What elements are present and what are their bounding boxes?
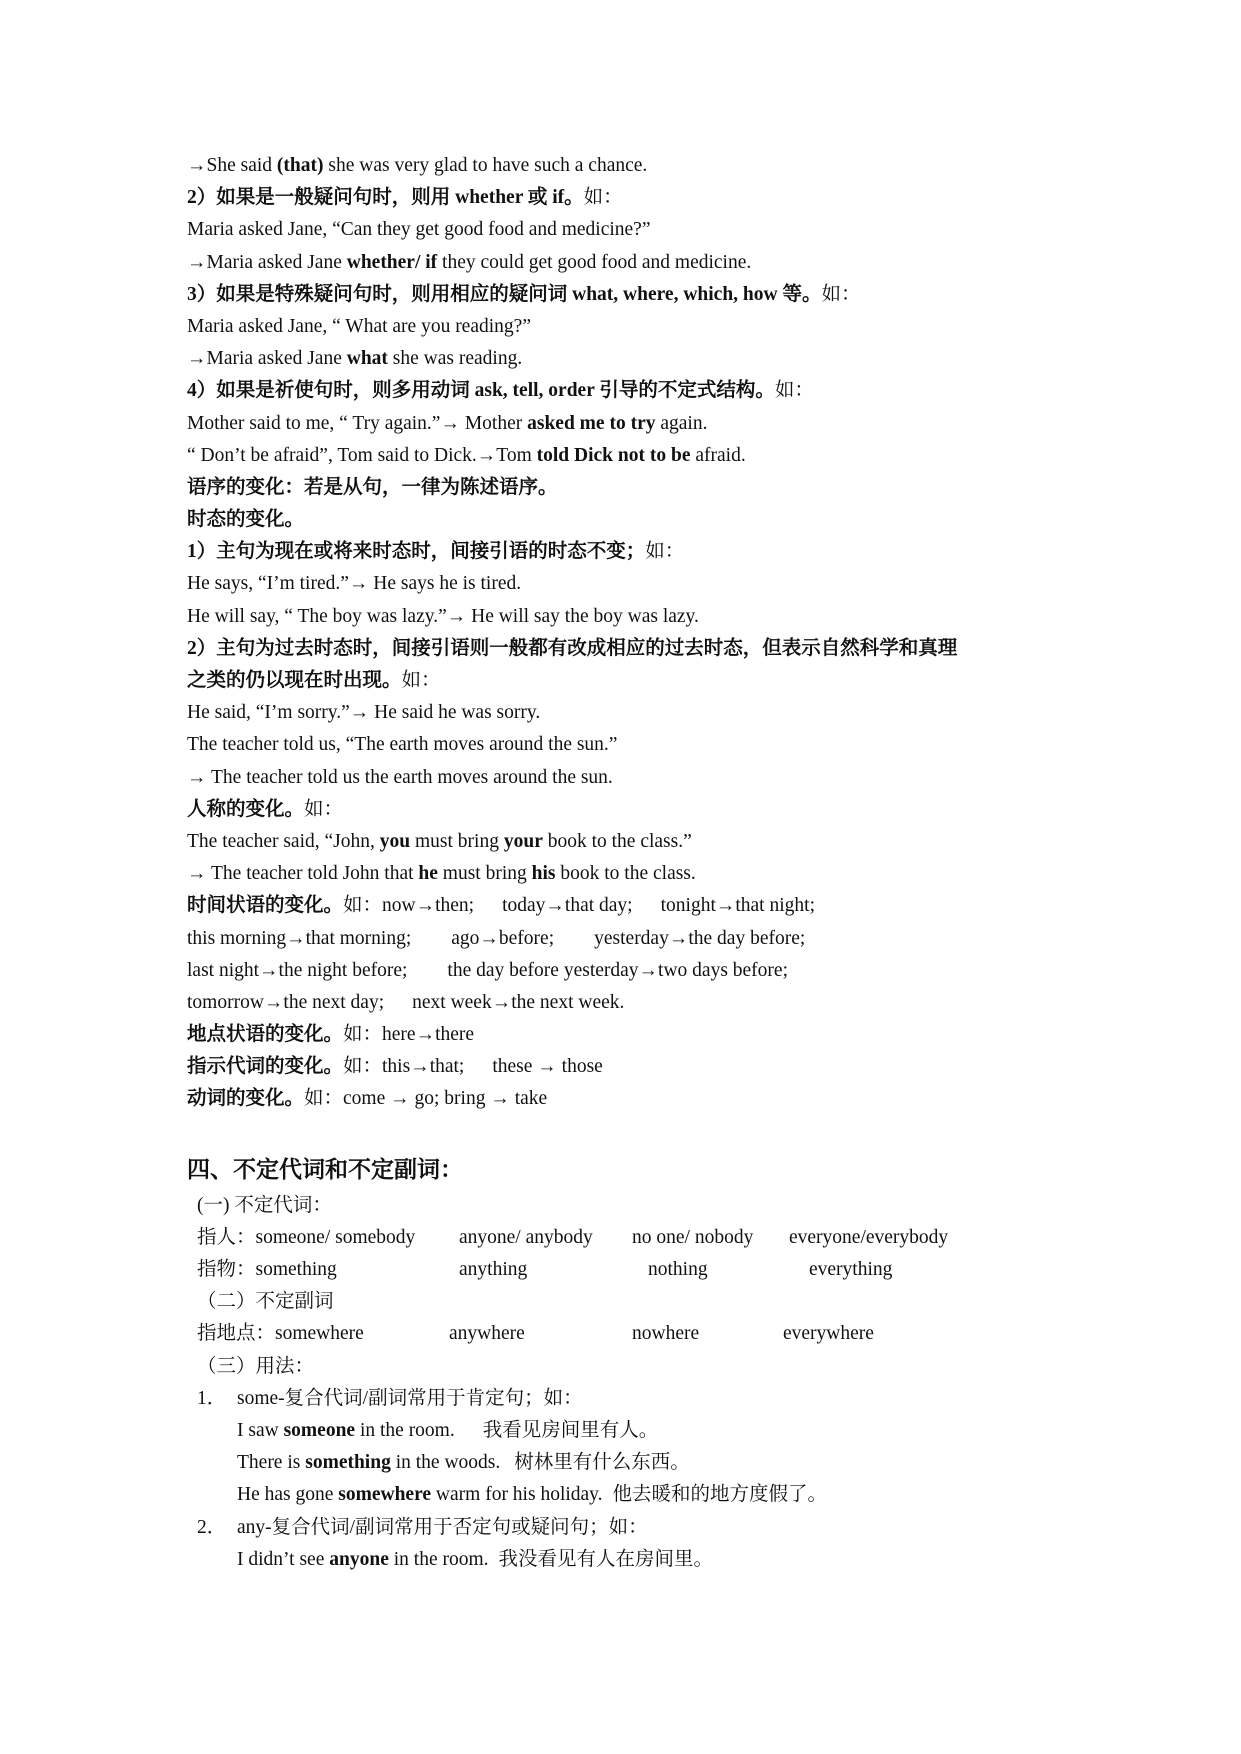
- text-run: she was reading.: [387, 348, 523, 370]
- example-line: [187, 955, 1087, 987]
- bold-run: his: [531, 863, 556, 885]
- text-run: any-复合代词/副词常用于否定句或疑问句；如：: [237, 1516, 648, 1538]
- rule-heading: [187, 182, 1087, 214]
- text-run: 我看见房间里有人。: [482, 1419, 659, 1441]
- bold-run: 时间状语的变化。: [187, 895, 344, 917]
- example-line: [187, 923, 1087, 955]
- text-run: must bring: [410, 830, 504, 852]
- text-run: 如：: [645, 541, 685, 563]
- text-run: tomorrow→the next day;: [187, 991, 385, 1013]
- text-run: →Maria asked Jane: [187, 251, 347, 273]
- text-run: the day before yesterday→two days before;: [447, 959, 788, 981]
- example-line: The teacher told us, “The earth moves around the sun.”: [187, 734, 618, 756]
- rule-heading: [187, 890, 1087, 922]
- example-line: [187, 1415, 1087, 1447]
- table-row: [187, 1254, 1087, 1286]
- text-run: again.: [655, 412, 708, 434]
- text-run: 如：this→that;: [343, 1056, 465, 1078]
- table-cell: everyone/everybody: [789, 1226, 949, 1248]
- text-run: in the room.: [355, 1419, 455, 1441]
- bold-run: 地点状语的变化。: [187, 1024, 344, 1046]
- text-run: 如：here→there: [343, 1024, 475, 1046]
- text-run: The teacher said, “John,: [187, 830, 380, 852]
- example-line: He said, “I’m sorry.”→ He said he was sorry.: [187, 702, 541, 724]
- text-run: some-复合代词/副词常用于肯定句；如：: [237, 1387, 583, 1409]
- bold-run: someone: [283, 1419, 356, 1441]
- rule-heading: [187, 794, 1087, 826]
- text-run: 如：: [583, 187, 623, 209]
- list-number: 1．: [197, 1387, 227, 1409]
- bold-run: 2）如果是一般疑问句时，则用 whether 或 if。: [187, 187, 584, 209]
- bold-run: 1）主句为现在或将来时态时，间接引语的时态不变；: [187, 541, 646, 563]
- text-run: last night→the night before;: [187, 959, 408, 981]
- example-line: [187, 1544, 1087, 1576]
- text-run: Mother said to me, “ Try again.”→ Mother: [187, 412, 528, 434]
- text-run: yesterday→the day before;: [594, 927, 806, 949]
- bold-run: whether/ if: [346, 251, 438, 273]
- section-heading: 四、不定代词和不定副词：: [187, 1156, 463, 1182]
- example-line: [187, 247, 1087, 279]
- text-run: afraid.: [690, 444, 746, 466]
- spacer: [187, 1116, 1087, 1150]
- list-item: [187, 1512, 1087, 1544]
- bold-run: 之类的仍以现在时出现。: [187, 670, 402, 691]
- text-line: [187, 150, 1087, 182]
- text-run: next week→the next week.: [412, 991, 625, 1013]
- text-run: I saw: [237, 1419, 284, 1441]
- rule-heading: [187, 536, 1087, 568]
- text-run: warm for his holiday.: [431, 1484, 603, 1506]
- bold-run: he: [418, 863, 438, 885]
- table-cell: anyone/ anybody: [459, 1226, 593, 1248]
- example-line: [187, 858, 1087, 890]
- bold-run: somewhere: [338, 1484, 432, 1506]
- table-cell: nothing: [648, 1259, 708, 1280]
- subsection-heading: （三）用法：: [197, 1355, 315, 1377]
- text-run: she was very glad to have such a chance.: [323, 155, 648, 176]
- rule-heading: [187, 375, 1087, 407]
- text-run: →She said: [187, 155, 277, 176]
- rule-heading: [187, 1051, 1087, 1083]
- subsection-heading: (一) 不定代词：: [197, 1194, 332, 1216]
- table-row: [187, 1222, 1087, 1254]
- text-run: →Maria asked Jane: [187, 348, 347, 370]
- table-cell: 指物：something: [197, 1259, 337, 1280]
- table-cell: everywhere: [783, 1323, 874, 1345]
- example-line: [187, 1447, 1087, 1479]
- rule-heading: [187, 279, 1087, 311]
- table-cell: nowhere: [632, 1323, 700, 1345]
- text-run: today→that day;: [502, 895, 633, 917]
- bold-run: you: [379, 830, 411, 852]
- text-run: must bring: [437, 863, 532, 885]
- text-run: book to the class.: [555, 863, 696, 885]
- text-run: this morning→that morning;: [187, 927, 412, 949]
- example-line: [187, 343, 1087, 375]
- table-cell: no one/ nobody: [632, 1226, 754, 1248]
- example-line: He will say, “ The boy was lazy.”→ He will say the boy was lazy.: [187, 605, 699, 627]
- text-run: tonight→that night;: [660, 895, 815, 917]
- rule-heading: 语序的变化：若是从句，一律为陈述语序。: [187, 476, 558, 498]
- list-item: [187, 1383, 1087, 1415]
- bold-run: (that): [276, 155, 324, 176]
- subsection-heading: （二）不定副词: [197, 1291, 334, 1313]
- example-line: Maria asked Jane, “Can they get good food and medicine?”: [187, 219, 651, 241]
- example-line: [187, 1479, 1087, 1511]
- document-body: [187, 150, 1087, 1576]
- example-line: He says, “I’m tired.”→ He says he is tired.: [187, 573, 522, 595]
- bold-run: something: [305, 1452, 391, 1474]
- table-cell: everything: [809, 1259, 893, 1280]
- example-line: [187, 987, 1087, 1019]
- rule-heading: [187, 665, 1087, 697]
- text-run: “ Don’t be afraid”, Tom said to Dick.→Tom: [187, 444, 537, 466]
- text-run: 如：now→then;: [343, 895, 475, 917]
- table-cell: 指地点：somewhere: [197, 1323, 364, 1345]
- text-run: 如：: [304, 798, 344, 820]
- text-run: in the woods.: [390, 1452, 501, 1474]
- table-row: [187, 1318, 1087, 1350]
- text-run: 如：come → go; bring → take: [304, 1088, 548, 1110]
- rule-heading: 时态的变化。: [187, 509, 305, 531]
- rule-heading: 2）主句为过去时态时，间接引语则一般都有改成相应的过去时态，但表示自然科学和真理: [187, 637, 958, 659]
- bold-run: your: [503, 830, 543, 852]
- bold-run: 4）如果是祈使句时，则多用动词 ask, tell, order 引导的不定式结构。: [187, 380, 775, 402]
- text-run: 我没看见有人在房间里。: [498, 1548, 714, 1570]
- bold-run: 指示代词的变化。: [187, 1056, 344, 1078]
- text-run: There is: [237, 1452, 306, 1474]
- text-run: 他去暖和的地方度假了。: [612, 1484, 828, 1506]
- text-run: in the room.: [388, 1548, 489, 1570]
- bold-run: anyone: [329, 1548, 389, 1570]
- text-run: book to the class.”: [542, 830, 692, 852]
- table-cell: anywhere: [449, 1323, 525, 1345]
- example-line: Maria asked Jane, “ What are you reading?”: [187, 315, 531, 337]
- text-run: 如：: [774, 380, 814, 402]
- rule-heading: [187, 1019, 1087, 1051]
- text-run: I didn’t see: [237, 1548, 330, 1570]
- example-line: → The teacher told us the earth moves around the sun.: [187, 766, 613, 788]
- example-line: [187, 408, 1087, 440]
- example-line: [187, 826, 1087, 858]
- text-run: 树林里有什么东西。: [514, 1452, 690, 1474]
- bold-run: 3）如果是特殊疑问句时，则用相应的疑问词 what, where, which, how 等。: [187, 283, 822, 305]
- text-run: they could get good food and medicine.: [437, 251, 752, 273]
- table-cell: 指人：someone/ somebody: [197, 1226, 416, 1248]
- rule-heading: [187, 1083, 1087, 1115]
- text-run: → The teacher told John that: [187, 863, 419, 885]
- bold-run: told Dick not to be: [536, 444, 691, 466]
- bold-run: asked me to try: [527, 412, 656, 434]
- text-run: He has gone: [237, 1484, 339, 1506]
- bold-run: 人称的变化。: [187, 798, 305, 820]
- table-cell: anything: [459, 1259, 528, 1280]
- text-run: these → those: [492, 1056, 603, 1078]
- text-run: 如：: [821, 283, 861, 305]
- bold-run: 动词的变化。: [187, 1088, 305, 1110]
- list-number: 2．: [197, 1516, 227, 1538]
- example-line: [187, 440, 1087, 472]
- text-run: 如：: [401, 670, 441, 691]
- bold-run: what: [346, 348, 388, 370]
- text-run: ago→before;: [451, 927, 555, 949]
